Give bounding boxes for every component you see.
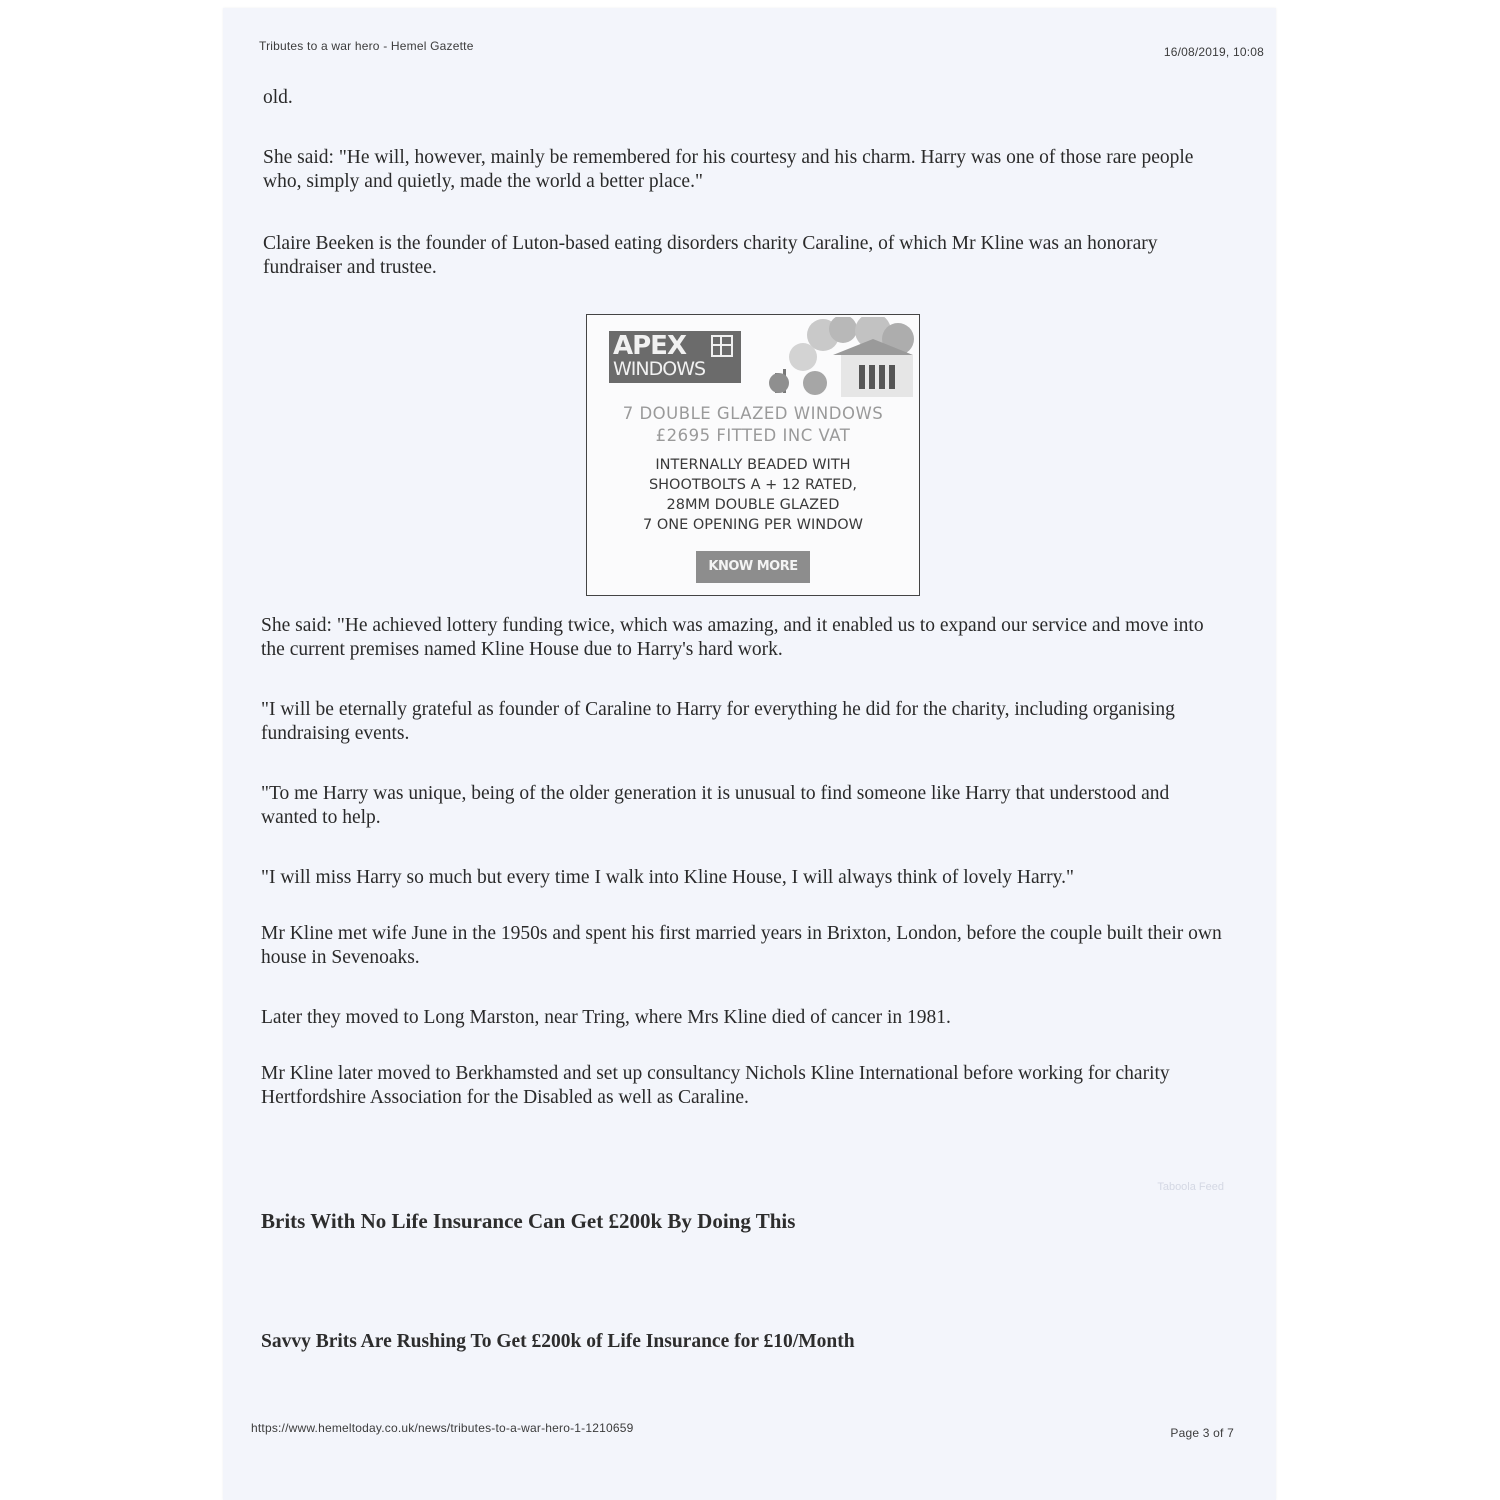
article-paragraph: Mr Kline met wife June in the 1950s and spent his first married years in Brixton, London, before the couple built their own house in Sevenoaks.: [261, 923, 1222, 968]
print-footer-url: https://www.hemeltoday.co.uk/news/tributes-to-a-war-hero-1-1210659: [251, 1421, 634, 1435]
sponsored-feed-label: Taboola Feed: [1157, 1181, 1224, 1193]
article-paragraph: Later they moved to Long Marston, near Tring, where Mrs Kline died of cancer in 1981.: [261, 1007, 951, 1028]
apex-windows-advert[interactable]: [586, 314, 920, 596]
advert-body: INTERNALLY BEADED WITH SHOOTBOLTS A + 12 RATED, 28MM DOUBLE GLAZED 7 ONE OPENING PER WINDOW: [643, 457, 863, 533]
article-paragraph: Claire Beeken is the founder of Luton-based eating disorders charity Caraline, of which Mr Kline was an honorary fundraiser and trustee.: [263, 233, 1158, 278]
print-header-datetime: 16/08/2019, 10:08: [1163, 45, 1264, 59]
article-paragraph: Mr Kline later moved to Berkhamsted and set up consultancy Nichols Kline International before working for charity Hertfordshire Association for the Disabled as well as Caraline.: [261, 1063, 1170, 1108]
article-paragraph: "I will be eternally grateful as founder of Caraline to Harry for everything he did for the charity, including organising fundraising events.: [261, 699, 1175, 744]
print-footer-page-number: Page 3 of 7: [1170, 1426, 1234, 1440]
sponsored-link-headline[interactable]: Savvy Brits Are Rushing To Get £200k of Life Insurance for £10/Month: [261, 1331, 855, 1352]
article-paragraph: She said: "He achieved lottery funding twice, which was amazing, and it enabled us to expand our service and move into the current premises named Kline House due to Harry's hard work.: [261, 615, 1204, 660]
print-header-title: Tributes to a war hero - Hemel Gazette: [259, 39, 474, 53]
article-paragraph: "To me Harry was unique, being of the older generation it is unusual to find someone like Harry that understood and wanted to help.: [261, 783, 1170, 828]
house-photo: [763, 317, 917, 397]
know-more-button[interactable]: KNOW MORE: [696, 551, 810, 583]
window-grid-icon: [711, 335, 733, 357]
advert-headline: 7 DOUBLE GLAZED WINDOWS £2695 FITTED INC VAT: [622, 404, 884, 445]
article-paragraph: "I will miss Harry so much but every time I walk into Kline House, I will always think of lovely Harry.": [261, 867, 1074, 888]
sponsored-link-headline[interactable]: Brits With No Life Insurance Can Get £200k By Doing This: [261, 1209, 796, 1233]
article-paragraph: old.: [263, 87, 293, 108]
apex-windows-logo: APEX WINDOWS: [609, 331, 741, 383]
article-paragraph: She said: "He will, however, mainly be remembered for his courtesy and his charm. Harry was one of those rare people who, simply and quietly, made the world a better place.": [263, 147, 1194, 192]
printed-page: [223, 8, 1276, 1500]
